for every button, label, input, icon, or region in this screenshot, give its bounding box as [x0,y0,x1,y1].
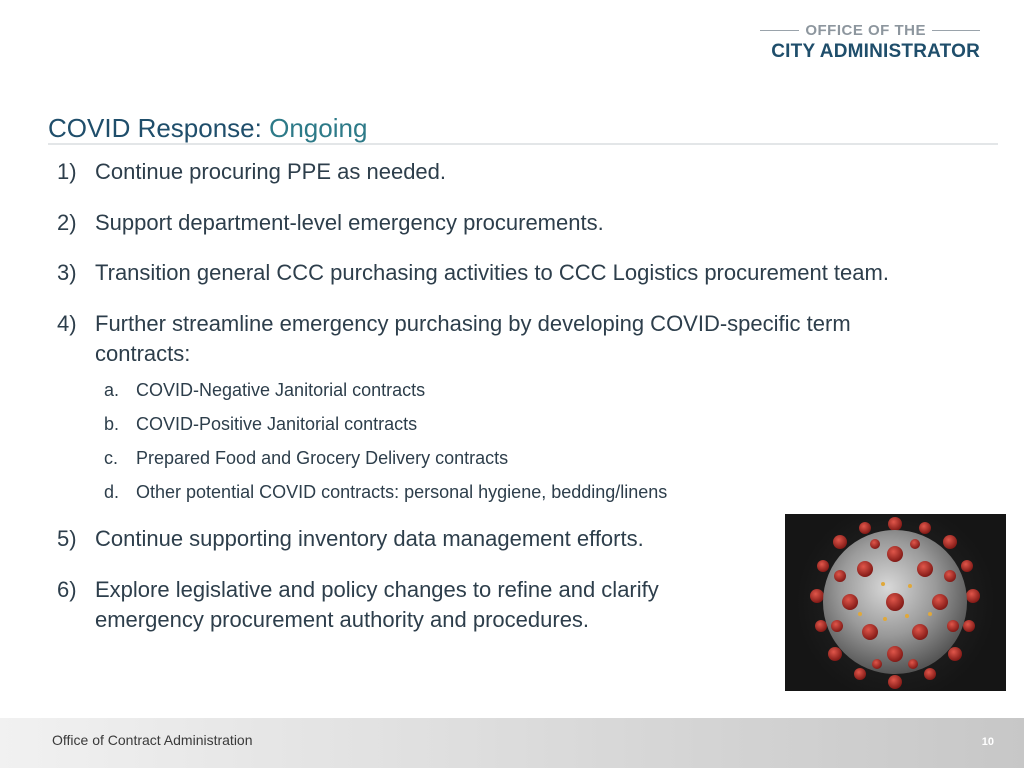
item-number: 6) [57,577,77,602]
logo-rule-right [932,30,980,31]
logo-top-text: OFFICE OF THE [805,22,926,39]
item-text: Support department-level emergency procurements. [95,210,604,235]
list-item-1 [57,157,446,187]
logo-top-line [760,22,980,39]
sub-item-text: Prepared Food and Grocery Delivery contracts [136,448,509,468]
sub-item-b [104,414,417,435]
office-logo [760,22,980,63]
logo-rule-left [760,30,799,31]
item-number: 4) [57,311,77,336]
coronavirus-image [785,514,1006,691]
item-text: Transition general CCC purchasing activities to CCC Logistics procurement team. [95,260,889,285]
list-item-6 [57,575,735,635]
list-item-2 [57,208,604,238]
item-text: Further streamline emergency purchasing by developing COVID-specific term contracts: [95,311,851,366]
item-text: Continue supporting inventory data management efforts. [95,526,644,551]
sub-item-d [104,482,667,503]
list-item-3 [57,258,889,288]
title-sub: Ongoing [269,113,368,143]
list-item-5 [57,524,644,554]
sub-item-letter: a. [104,380,120,400]
item-text: Explore legislative and policy changes to refine and clarify emergency procurement authority and procedures. [95,577,659,632]
item-number: 5) [57,526,77,551]
sub-item-letter: c. [104,448,119,468]
item-number: 3) [57,260,77,285]
sub-item-letter: b. [104,414,120,434]
coronavirus-illustration [785,514,1006,691]
sub-item-text: Other potential COVID contracts: personal hygiene, bedding/linens [136,482,668,502]
footer-bar [0,718,1024,768]
sub-item-c [104,448,508,469]
sub-item-letter: d. [104,482,120,502]
sub-item-a [104,380,425,401]
sub-item-text: COVID-Negative Janitorial contracts [136,380,426,400]
logo-bottom-text: CITY ADMINISTRATOR [771,41,980,62]
title-divider [48,143,998,145]
title-main: COVID Response: [48,113,262,143]
item-number: 1) [57,159,77,184]
list-item-4 [57,309,935,369]
sub-item-text: COVID-Positive Janitorial contracts [136,414,418,434]
footer-org: Office of Contract Administration [52,732,253,748]
page-number: 10 [981,736,994,748]
item-number: 2) [57,210,77,235]
slide-title [48,113,367,144]
item-text: Continue procuring PPE as needed. [95,159,447,184]
